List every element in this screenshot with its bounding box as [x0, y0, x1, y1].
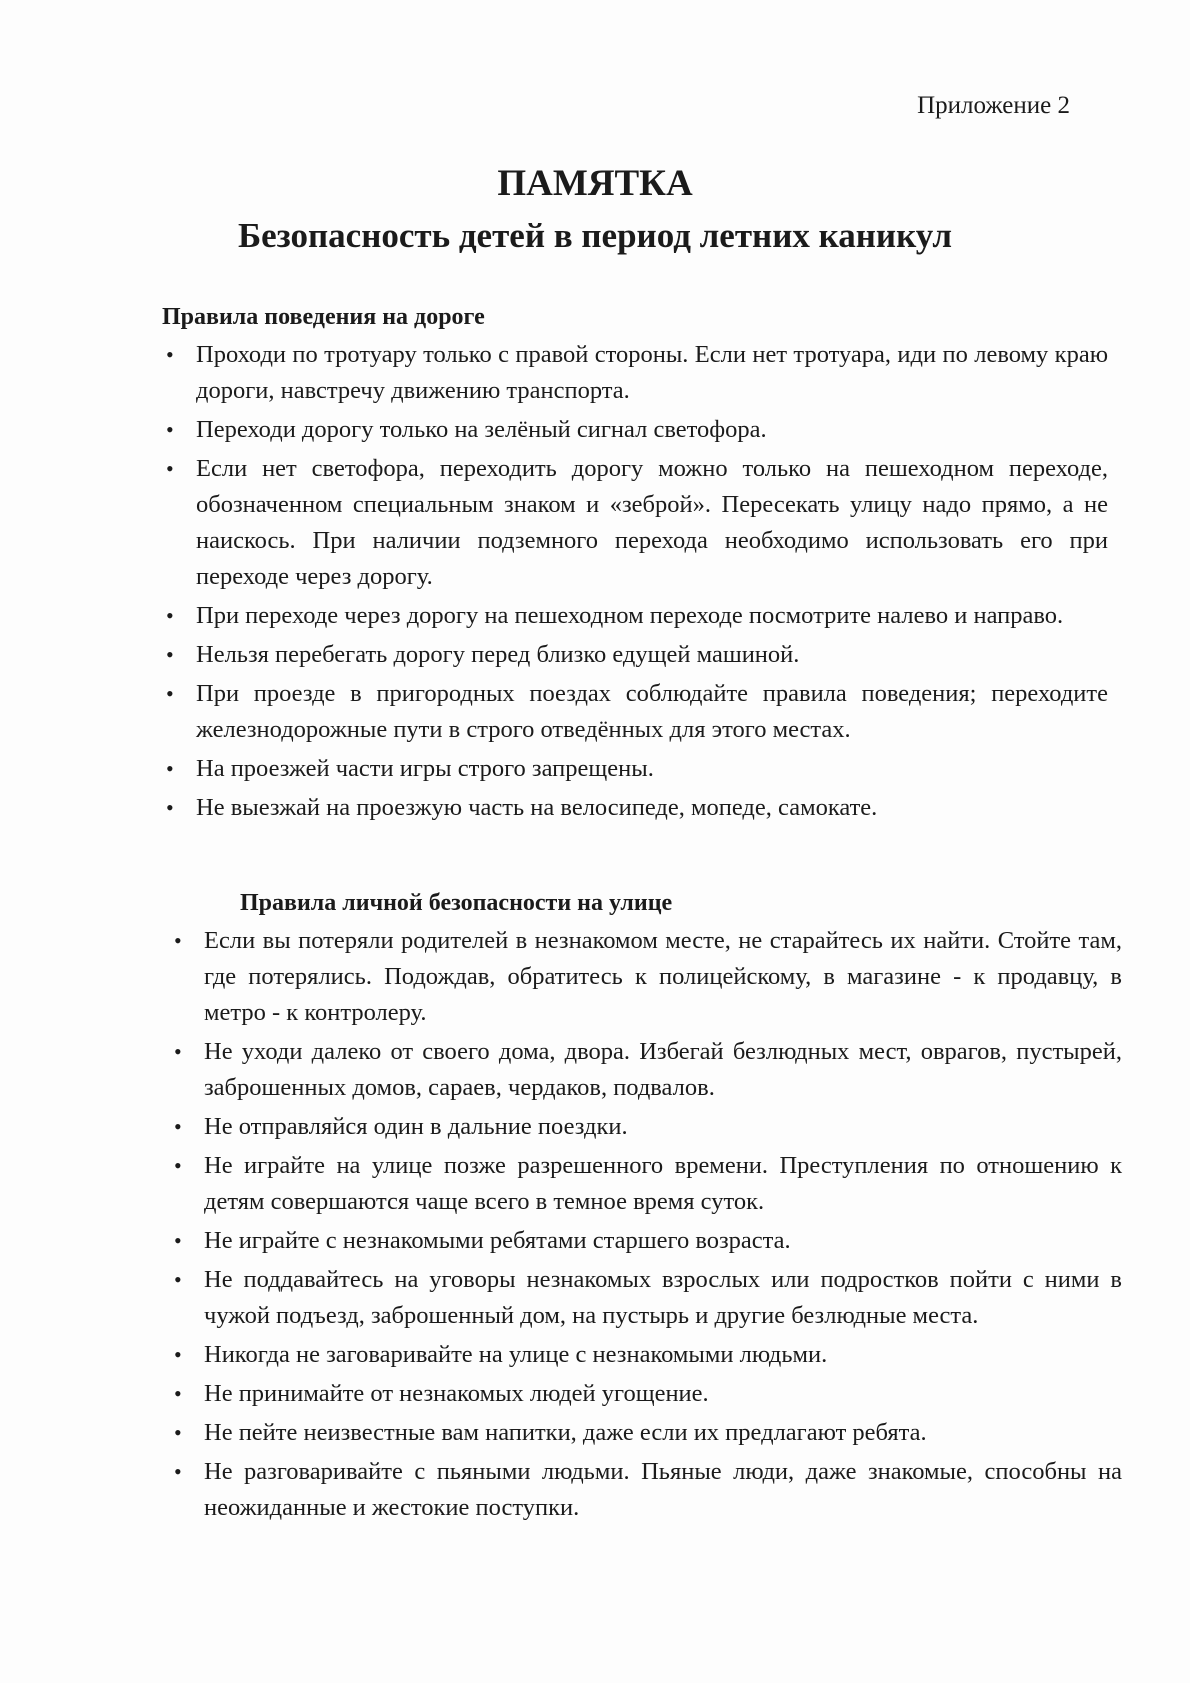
bullet-icon: •	[174, 1420, 182, 1445]
bullet-icon: •	[174, 1153, 182, 1178]
list-item: • Переходи дорогу только на зелёный сигнал светофора.	[196, 412, 1108, 448]
rules-list	[0, 923, 1190, 1526]
list-item: • Проходи по тротуару только с правой стороны. Если нет тротуара, иди по левому краю дороги, навстречу движению транспорта.	[196, 337, 1108, 409]
bullet-icon: •	[166, 456, 174, 481]
list-item: • Не пейте неизвестные вам напитки, даже если их предлагают ребята.	[204, 1415, 1122, 1451]
section-heading: Правила поведения на дороге	[162, 304, 485, 330]
list-item: • Не выезжай на проезжую часть на велосипеде, мопеде, самокате.	[196, 790, 1108, 826]
appendix-label: Приложение 2	[917, 92, 1070, 119]
section-road-rules	[0, 304, 1190, 829]
list-item: • Не разговаривайте с пьяными людьми. Пьяные люди, даже знакомые, способны на неожиданные и жестокие поступки.	[204, 1454, 1122, 1526]
bullet-icon: •	[174, 1039, 182, 1064]
bullet-icon: •	[174, 1459, 182, 1484]
bullet-icon: •	[174, 1267, 182, 1292]
bullet-icon: •	[166, 603, 174, 628]
bullet-icon: •	[166, 795, 174, 820]
document-title: ПАМЯТКА	[497, 163, 693, 204]
bullet-icon: •	[174, 1381, 182, 1406]
list-item: • При проезде в пригородных поездах соблюдайте правила поведения; переходите железнодорожные пути в строго отведённых для этого местах.	[196, 676, 1108, 748]
list-item: • При переходе через дорогу на пешеходном переходе посмотрите налево и направо.	[196, 598, 1108, 634]
bullet-icon: •	[174, 1114, 182, 1139]
bullet-icon: •	[174, 1342, 182, 1367]
bullet-icon: •	[174, 1228, 182, 1253]
bullet-icon: •	[166, 756, 174, 781]
list-item: • Никогда не заговаривайте на улице с незнакомыми людьми.	[204, 1337, 1122, 1373]
list-item: • Не уходи далеко от своего дома, двора. Избегай безлюдных мест, оврагов, пустырей, заброшенных домов, сараев, чердаков, подвалов.	[204, 1034, 1122, 1106]
list-item: • Нельзя перебегать дорогу перед близко едущей машиной.	[196, 637, 1108, 673]
bullet-icon: •	[166, 417, 174, 442]
list-item: • Не поддавайтесь на уговоры незнакомых взрослых или подростков пойти с ними в чужой подъезд, заброшенный дом, на пустырь и другие безлюдные места.	[204, 1262, 1122, 1334]
section-heading: Правила личной безопасности на улице	[240, 890, 673, 916]
list-item: • На проезжей части игры строго запрещены.	[196, 751, 1108, 787]
list-item: • Не играйте с незнакомыми ребятами старшего возраста.	[204, 1223, 1122, 1259]
document-subtitle: Безопасность детей в период летних каникул	[237, 216, 953, 255]
rules-list	[0, 337, 1190, 826]
list-item: • Не играйте на улице позже разрешенного времени. Преступления по отношению к детям совершаются чаще всего в темное время суток.	[204, 1148, 1122, 1220]
list-item: • Если нет светофора, переходить дорогу можно только на пешеходном переходе, обозначенном специальным знаком и «зеброй». Пересекать улицу надо прямо, а не наискось. При наличии подземного перехода необходимо использовать его при переходе через дорогу.	[196, 451, 1108, 595]
bullet-icon: •	[166, 642, 174, 667]
bullet-icon: •	[174, 928, 182, 953]
list-item: • Не принимайте от незнакомых людей угощение.	[204, 1376, 1122, 1412]
list-item: • Не отправляйся один в дальние поездки.	[204, 1109, 1122, 1145]
bullet-icon: •	[166, 342, 174, 367]
section-street-safety	[0, 890, 1190, 1529]
list-item: • Если вы потеряли родителей в незнакомом месте, не старайтесь их найти. Стойте там, где потерялись. Подождав, обратитесь к полицейскому, в магазине - к продавцу, в метро - к контролеру.	[204, 923, 1122, 1031]
bullet-icon: •	[166, 681, 174, 706]
